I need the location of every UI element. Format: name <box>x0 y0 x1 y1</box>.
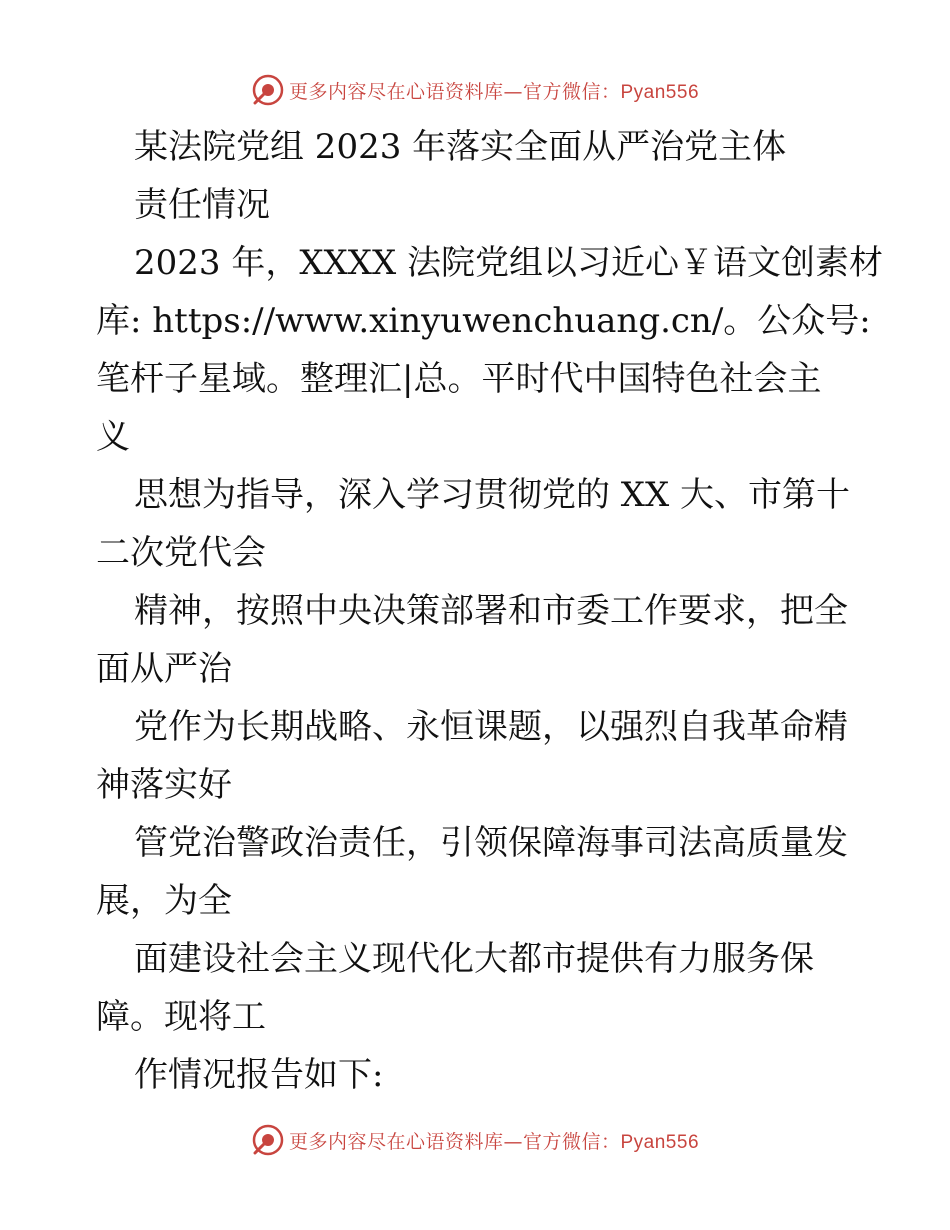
body-line: 二次党代会 <box>96 533 266 573</box>
body-line: 精神，按照中央决策部署和市委工作要求，把全 <box>134 591 848 631</box>
body-line: 思想为指导，深入学习贯彻党的 XX 大、市第十 <box>134 475 851 515</box>
pen-logo-icon <box>251 73 285 107</box>
document-title-line-1: 某法院党组 2023 年落实全面从严治党主体 <box>134 127 787 167</box>
body-line: 义 <box>96 417 130 457</box>
body-line: 障。现将工 <box>96 997 266 1037</box>
body-line: 笔杆子星域。整理汇|总。平时代中国特色社会主 <box>96 359 822 399</box>
body-line: 党作为长期战略、永恒课题，以强烈自我革命精 <box>134 707 848 747</box>
body-line: 库: https://www.xinyuwenchuang.cn/。公众号: <box>96 301 871 341</box>
body-line: 管党治警政治责任，引领保障海事司法高质量发 <box>134 823 848 863</box>
banner-text: 更多内容尽在心语资料库—官方微信：Pyan556 <box>288 1130 700 1153</box>
document-title-line-2: 责任情况 <box>134 185 270 225</box>
body-line: 神落实好 <box>96 765 232 805</box>
body-line: 面建设社会主义现代化大都市提供有力服务保 <box>134 939 814 979</box>
footer-banner <box>0 1120 950 1160</box>
body-line: 2023 年，XXXX 法院党组以习近心￥语文创素材 <box>134 243 883 283</box>
document-body <box>96 118 883 1104</box>
body-line: 面从严治 <box>96 649 232 689</box>
header-banner <box>0 70 950 110</box>
body-line: 作情况报告如下: <box>134 1055 384 1095</box>
banner-text: 更多内容尽在心语资料库—官方微信：Pyan556 <box>288 80 700 103</box>
pen-logo-icon <box>251 1123 285 1157</box>
body-line: 展，为全 <box>96 881 232 921</box>
